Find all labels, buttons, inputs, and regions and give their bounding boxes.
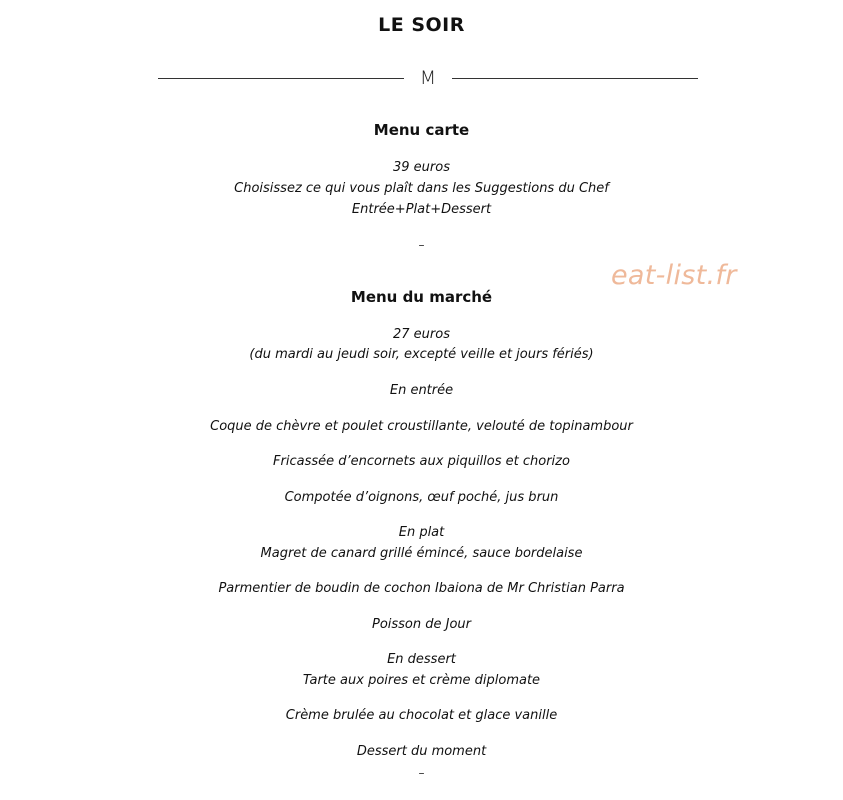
plat-item: Magret de canard grillé émincé, sauce bordelaise [260, 546, 583, 561]
entree-item: Fricassée d’encornets aux piquillos et chorizo [273, 454, 570, 469]
menu-carte-price: 39 euros [393, 160, 450, 175]
divider [158, 66, 698, 92]
page-title: LE SOIR [378, 14, 465, 36]
menu-marche-availability: (du mardi au jeudi soir, excepté veille et jours fériés) [249, 347, 594, 362]
monogram-logo: M [419, 67, 437, 89]
watermark-text: eat-list.fr [611, 260, 737, 291]
dessert-item: Dessert du moment [356, 744, 487, 759]
menu-carte-composition: Entrée+Plat+Dessert [351, 202, 492, 217]
menu-marche-price: 27 euros [393, 327, 450, 342]
menu-marche-title: Menu du marché [350, 288, 493, 306]
dessert-heading: En dessert [387, 652, 456, 667]
menu-carte-separator: – [418, 238, 425, 252]
entree-item: Coque de chèvre et poulet croustillante, velouté de topinambour [210, 419, 633, 434]
plat-item: Parmentier de boudin de cochon Ibaiona de Mr Christian Parra [218, 581, 625, 596]
entree-heading: En entrée [389, 383, 454, 398]
entree-item: Compotée d’oignons, œuf poché, jus brun [284, 490, 559, 505]
plat-heading: En plat [398, 525, 445, 540]
menu-marche-separator: – [418, 766, 425, 780]
dessert-item: Tarte aux poires et crème diplomate [302, 673, 541, 688]
divider-line-right [452, 78, 698, 79]
plat-item: Poisson de Jour [371, 617, 472, 632]
menu-carte-title: Menu carte [373, 121, 470, 139]
dessert-item: Crème brulée au chocolat et glace vanille [285, 708, 558, 723]
menu-carte-description: Choisissez ce qui vous plaît dans les Suggestions du Chef [234, 181, 609, 196]
